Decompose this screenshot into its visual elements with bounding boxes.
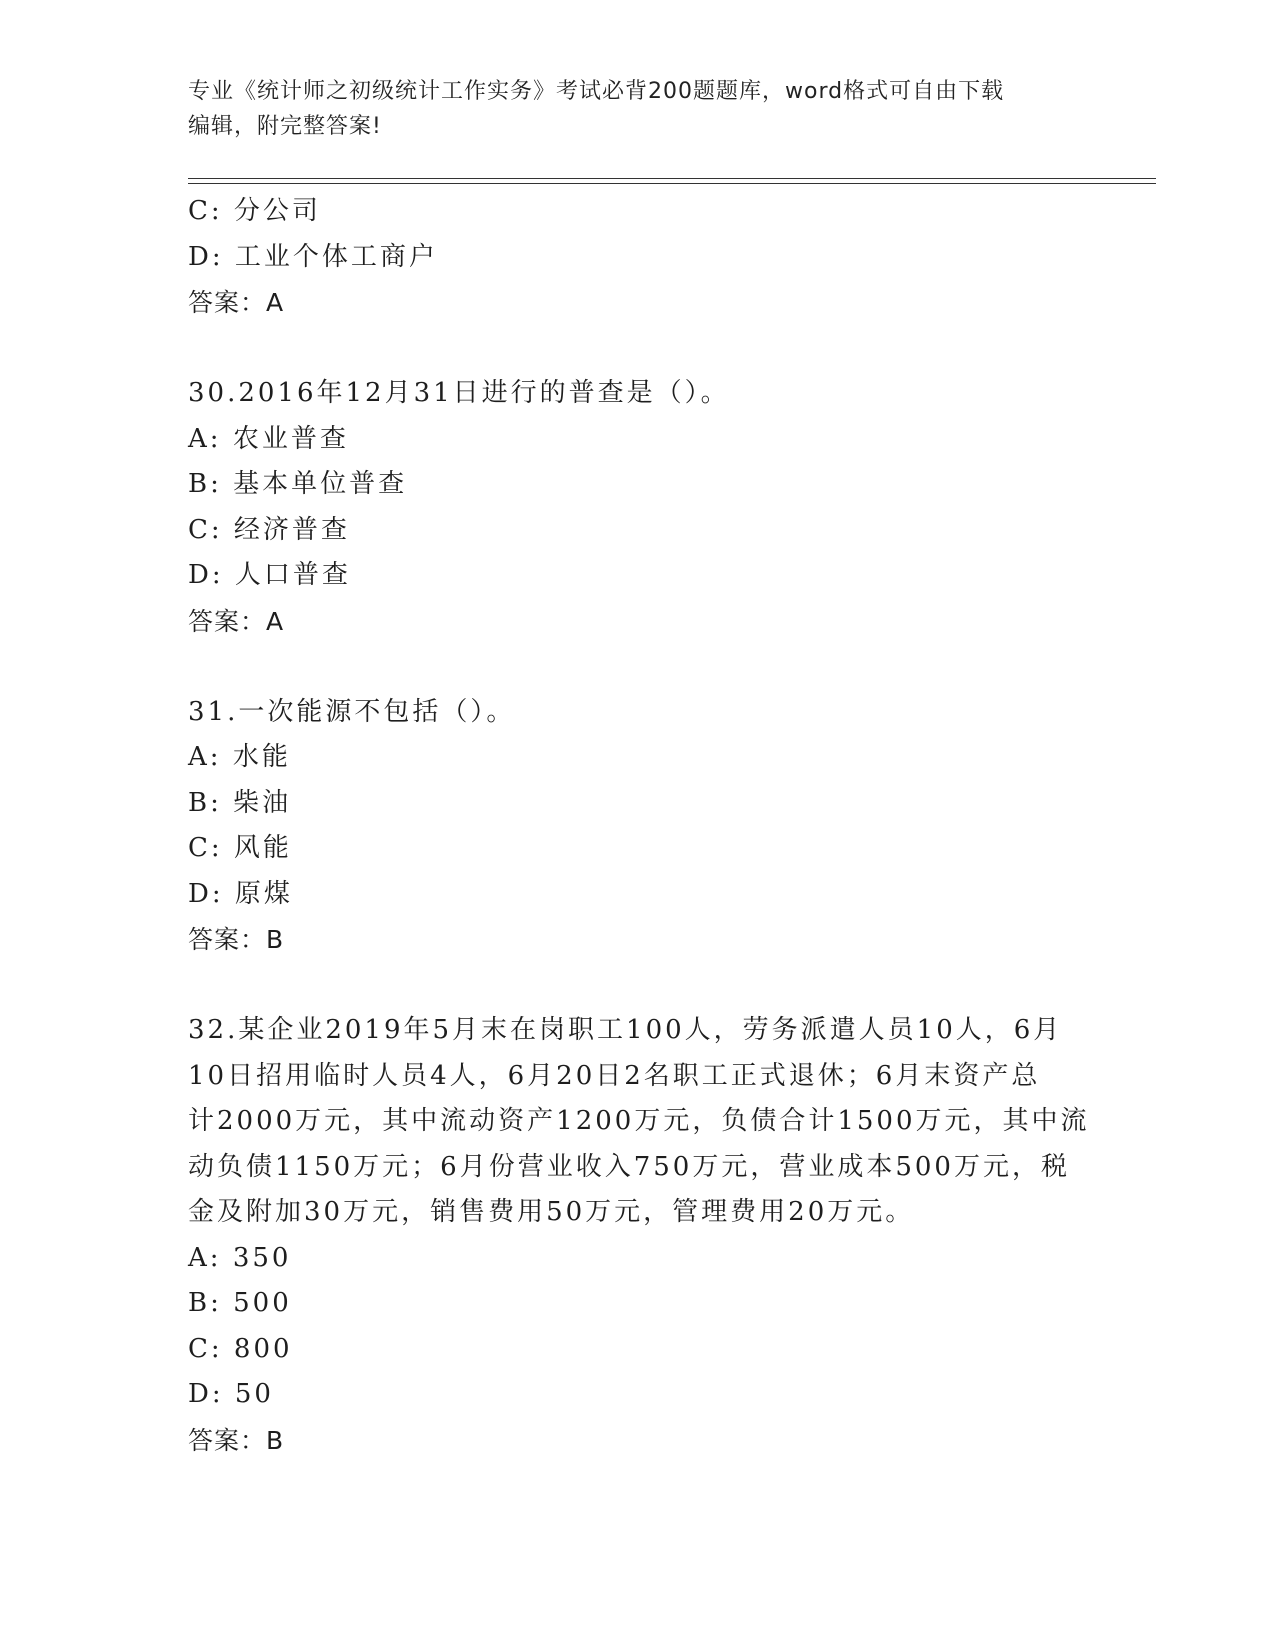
option-d bbox=[188, 872, 1088, 918]
option-text: 经济普查 bbox=[233, 514, 350, 545]
header-line-1: 专业《统计师之初级统计工作实务》考试必背200题题库，word格式可自由下载 bbox=[188, 79, 1005, 104]
question-stem-line: 10日招用临时人员4人，6月20日2名职工正式退休；6月末资产总 bbox=[188, 1060, 1041, 1091]
question-stem-line: 动负债1150万元；6月份营业收入750万元，营业成本500万元，税 bbox=[188, 1151, 1070, 1182]
option-label: D: bbox=[188, 241, 224, 272]
option-text: 500 bbox=[233, 1288, 292, 1318]
spacer bbox=[188, 963, 1088, 1009]
option-label: C: bbox=[188, 833, 223, 863]
option-text: 农业普查 bbox=[232, 423, 349, 454]
option-text: 分公司 bbox=[233, 196, 321, 226]
option-d bbox=[188, 553, 1088, 599]
answer-line: 答案：A bbox=[188, 606, 285, 636]
option-a bbox=[188, 417, 1088, 463]
answer-line: 答案：B bbox=[188, 1425, 285, 1455]
question-stem: 31.一次能源不包括（）。 bbox=[188, 696, 516, 727]
option-text: 350 bbox=[232, 1242, 292, 1273]
answer-line: 答案：B bbox=[188, 925, 285, 954]
option-a bbox=[188, 735, 1088, 781]
option-c bbox=[188, 826, 1088, 872]
option-d bbox=[188, 235, 1088, 281]
option-text: 工业个体工商户 bbox=[234, 241, 438, 272]
option-a bbox=[188, 1236, 1088, 1282]
question-stem-line: 金及附加30万元，销售费用50万元，管理费用20万元。 bbox=[188, 1197, 915, 1227]
option-label: C: bbox=[188, 1333, 223, 1364]
question-stem: 30.2016年12月31日进行的普查是（）。 bbox=[188, 378, 730, 408]
option-text: 人口普查 bbox=[234, 560, 351, 590]
option-label: C: bbox=[188, 196, 223, 226]
option-b bbox=[188, 781, 1088, 827]
question-content bbox=[188, 189, 1088, 1463]
option-c bbox=[188, 1327, 1088, 1373]
spacer bbox=[188, 644, 1088, 690]
header-divider-bottom bbox=[188, 183, 1156, 184]
option-text: 水能 bbox=[232, 742, 291, 772]
option-text: 原煤 bbox=[234, 878, 293, 909]
document-header bbox=[188, 74, 1078, 144]
option-label: B: bbox=[188, 469, 222, 499]
option-label: A: bbox=[188, 423, 222, 454]
option-text: 基本单位普查 bbox=[233, 469, 408, 499]
option-label: B: bbox=[188, 1288, 222, 1318]
option-b bbox=[188, 462, 1088, 508]
option-text: 50 bbox=[234, 1379, 274, 1409]
option-label: C: bbox=[188, 514, 223, 545]
option-label: A: bbox=[188, 742, 222, 772]
header-divider-top bbox=[188, 178, 1156, 179]
question-stem-line: 32.某企业2019年5月末在岗职工100人，劳务派遣人员10人，6月 bbox=[188, 1015, 1063, 1045]
question-stem bbox=[188, 1008, 1088, 1236]
option-text: 柴油 bbox=[233, 787, 292, 818]
option-label: B: bbox=[188, 787, 222, 818]
option-text: 800 bbox=[233, 1333, 293, 1364]
header-line-2: 编辑，附完整答案! bbox=[188, 114, 382, 139]
option-label: D: bbox=[188, 1379, 224, 1409]
spacer bbox=[188, 326, 1088, 372]
answer-line: 答案：A bbox=[188, 288, 285, 317]
option-b bbox=[188, 1281, 1088, 1327]
option-text: 风能 bbox=[233, 833, 292, 863]
option-label: D: bbox=[188, 560, 224, 590]
question-stem-line: 计2000万元，其中流动资产1200万元，负债合计1500万元，其中流 bbox=[188, 1106, 1090, 1136]
option-c bbox=[188, 508, 1088, 554]
option-d bbox=[188, 1372, 1088, 1418]
option-label: A: bbox=[188, 1242, 222, 1273]
option-label: D: bbox=[188, 878, 224, 909]
option-c bbox=[188, 189, 1088, 235]
